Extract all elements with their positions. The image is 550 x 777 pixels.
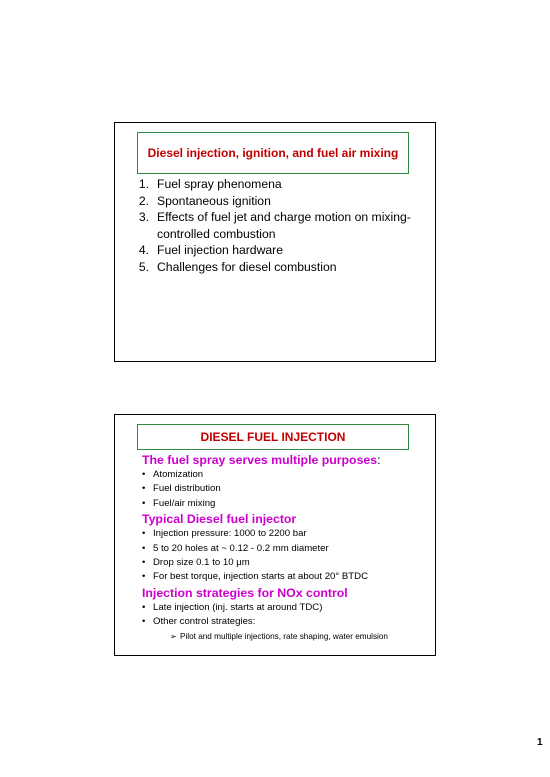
page-number: 1 (537, 737, 543, 748)
bullet-icon: • (142, 483, 146, 495)
section-heading: The fuel spray serves multiple purposes: (142, 453, 381, 467)
list-item: • Other control strategies: (142, 615, 432, 629)
bullet-icon: • (142, 616, 146, 628)
slide-1 (114, 122, 436, 362)
list-item: • For best torque, injection starts at about 20° BTDC (142, 570, 432, 584)
section-heading: Injection strategies for NOx control (142, 585, 348, 600)
list-item: • Fuel distribution (142, 482, 432, 496)
bullet-icon: • (142, 601, 146, 613)
list-item: 3. Effects of fuel jet and charge motion on mixing-controlled combustion (138, 210, 411, 241)
list-item: 1. Fuel spray phenomena (138, 177, 282, 191)
bullet-icon: • (142, 571, 146, 583)
list-item: • Late injection (inj. starts at around TDC) (142, 601, 432, 615)
slide-2-content (142, 452, 432, 643)
arrow-bullet-icon: ➢ (170, 631, 177, 641)
bullet-icon: • (142, 497, 146, 509)
list-item: 4. Fuel injection hardware (138, 243, 284, 257)
list-item: • 5 to 20 holes at ~ 0.12 - 0.2 mm diameter (142, 542, 432, 556)
sub-bullet: ➢ Pilot and multiple injections, rate shaping, water emulsion (170, 631, 388, 641)
list-item: 5. Challenges for diesel combustion (138, 259, 337, 274)
slide-1-title: Diesel injection, ignition, and fuel air mixing (137, 132, 409, 174)
list-item: • Injection pressure: 1000 to 2200 bar (142, 527, 432, 541)
list-item: 2. Spontaneous ignition (138, 193, 271, 208)
bullet-list (142, 527, 432, 585)
bullet-icon: • (142, 557, 146, 569)
bullet-list (142, 468, 432, 511)
list-item: • Drop size 0.1 to 10 μm (142, 556, 432, 570)
bullet-list (142, 601, 432, 630)
bullet-icon: • (142, 469, 146, 480)
slide-2 (114, 414, 436, 656)
bullet-icon: • (142, 528, 146, 540)
slide-2-title: DIESEL FUEL INJECTION (137, 424, 409, 450)
bullet-icon: • (142, 542, 146, 554)
list-item: • Atomization (142, 468, 432, 482)
slide-1-outline (125, 176, 425, 275)
list-item: • Fuel/air mixing (142, 497, 432, 511)
section-heading: Typical Diesel fuel injector (142, 512, 297, 527)
